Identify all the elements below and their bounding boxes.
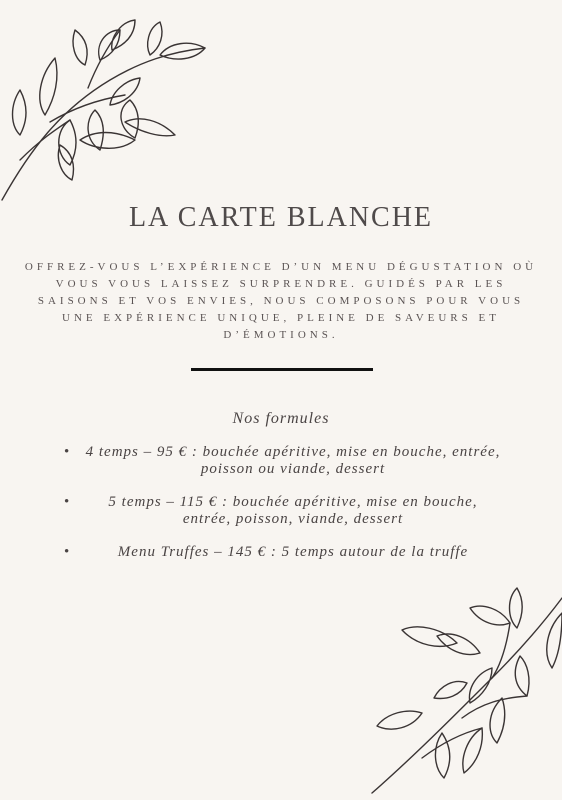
divider [191,368,373,371]
leaf-branch-icon [362,568,562,800]
bullet-icon: • [64,544,71,560]
list-item-text: Menu Truffes – 145 € : 5 temps autour de la truffe [117,544,469,560]
list-item-text: 4 temps – 95 € : bouchée apéritive, mise en bouche, entrée, poisson ou viande, dessert [85,444,501,477]
list-item [64,444,510,478]
bullet-icon: • [64,494,71,510]
formules-list [64,444,510,577]
intro-text: OFFREZ-VOUS L’EXPÉRIENCE D’UN MENU DÉGUSTATION OÙ VOUS VOUS LAISSEZ SURPRENDRE. GUIDÉS PAR LES SAISONS ET VOS ENVIES, NOUS COMPOSONS POUR VOUS UNE EXPÉRIENCE UNIQUE, PLEINE DE SAVEURS ET D’ÉMOTIONS. [24,261,538,341]
list-item [64,494,510,528]
formules-heading: Nos formules [232,410,330,427]
bullet-icon: • [64,444,71,460]
page-title: LA CARTE BLANCHE [128,201,434,233]
leaf-branch-icon [0,0,220,210]
list-item [64,544,510,561]
list-item-text: 5 temps – 115 € : bouchée apéritive, mise en bouche, entrée, poisson, viande, dessert [108,494,478,527]
